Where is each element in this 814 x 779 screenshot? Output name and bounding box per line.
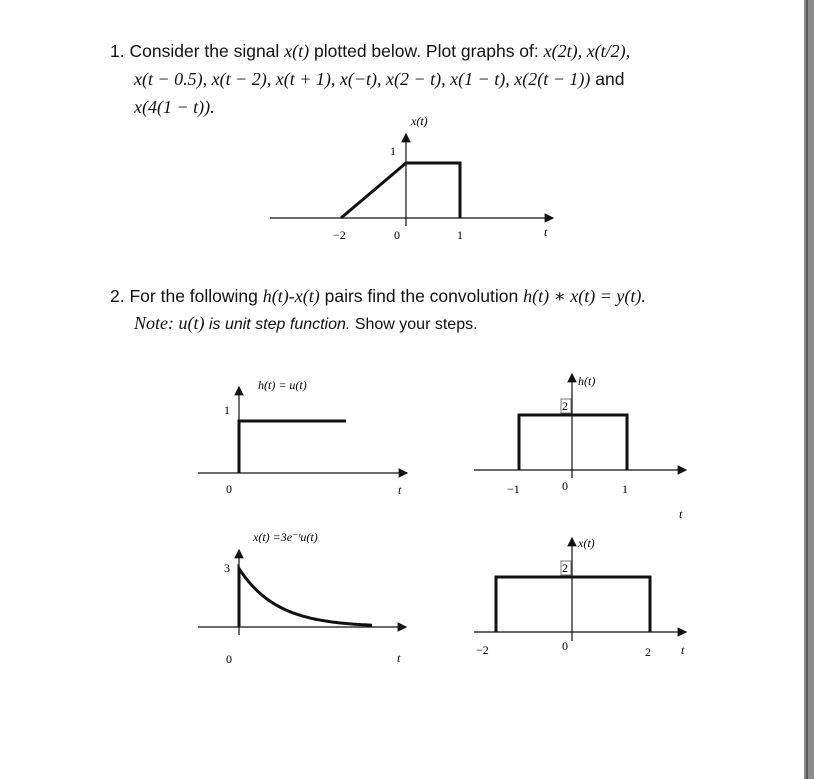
- q2-h-right-pulse-curve: [519, 415, 627, 470]
- q1-signal-curve: [341, 163, 460, 218]
- q1-number: 1.: [110, 41, 125, 61]
- q1-x-tick-1: 1: [457, 228, 463, 242]
- q2-x-right-pulse-curve: [496, 577, 650, 632]
- q1-x-tick-neg2: −2: [333, 228, 346, 242]
- q1-y-tick: 1: [390, 144, 396, 158]
- q2-x-left-exp-curve: [239, 569, 372, 628]
- q1-line2-and: and: [595, 69, 625, 89]
- q2-h-right-x-axis-label: t: [679, 507, 683, 521]
- q1-plot-title: x(t): [411, 114, 428, 128]
- q1-intro: Consider the signal: [129, 41, 280, 61]
- q1-plot: [270, 114, 553, 242]
- q1-line3-math: x(4(1 − t)).: [134, 97, 215, 117]
- q2-h-left-title: h(t) = u(t): [258, 378, 307, 392]
- q2-x-left-x-axis-label: t: [397, 651, 401, 665]
- q2-h-right-y-tick: 2: [562, 399, 568, 413]
- q2-x-left-y-tick: 3: [224, 561, 230, 575]
- q1-signal: x(t): [284, 41, 310, 61]
- q2-h-right-title: h(t): [578, 374, 596, 388]
- q2-pair: h(t)-x(t): [262, 286, 320, 306]
- q2-h-right-plot: [474, 374, 686, 521]
- q2-x-right-title: x(t): [578, 536, 595, 550]
- q2-h-left-y-tick: 1: [224, 403, 230, 417]
- q1-line1-math: x(2t), x(t/2),: [543, 41, 631, 61]
- q2-h-right-x-tick-0: 0: [562, 479, 568, 493]
- q2-note-math: Note: u(t): [134, 313, 205, 333]
- q2-h-right-x-tick-neg1: −1: [507, 482, 520, 496]
- q2-x-right-x-tick-neg2: −2: [476, 643, 489, 657]
- q2-line1: [110, 287, 646, 306]
- q2-x-right-plot: [474, 536, 686, 659]
- q1-line2-math: x(t − 0.5), x(t − 2), x(t + 1), x(−t), x(2 − t), x(1 − t), x(2(t − 1)): [134, 69, 591, 89]
- q2-x-right-y-tick: 2: [562, 561, 568, 575]
- q1-after-signal: plotted below. Plot graphs of:: [314, 41, 539, 61]
- q2-h-left-plot: [198, 378, 407, 497]
- q2-h-right-x-tick-1: 1: [622, 482, 628, 496]
- q1-x-axis-label: t: [544, 225, 548, 239]
- q2-x-right-x-tick-0: 0: [562, 639, 568, 653]
- q2-mid: pairs find the convolution: [324, 286, 519, 306]
- q2-h-left-x-axis-label: t: [398, 483, 402, 497]
- q2-note-plain: Show your steps.: [354, 316, 478, 333]
- q2-x-left-origin: 0: [226, 652, 232, 666]
- q2-h-left-origin: 0: [226, 482, 232, 496]
- q2-equation: h(t) ∗ x(t) = y(t).: [523, 286, 646, 306]
- q2-x-left-plot: [198, 530, 406, 666]
- q2-x-right-x-axis-label: t: [681, 643, 685, 657]
- q2-note-italic: is unit step function.: [208, 316, 351, 333]
- q1-x-tick-0: 0: [394, 228, 400, 242]
- q2-line2: [134, 314, 478, 333]
- q2-intro: For the following: [129, 286, 258, 306]
- q2-x-right-x-tick-2: 2: [645, 645, 651, 659]
- q2-h-left-step-curve: [239, 421, 346, 473]
- q2-x-left-title: x(t) =3e⁻ᵗu(t): [253, 530, 318, 544]
- q2-number: 2.: [110, 286, 125, 306]
